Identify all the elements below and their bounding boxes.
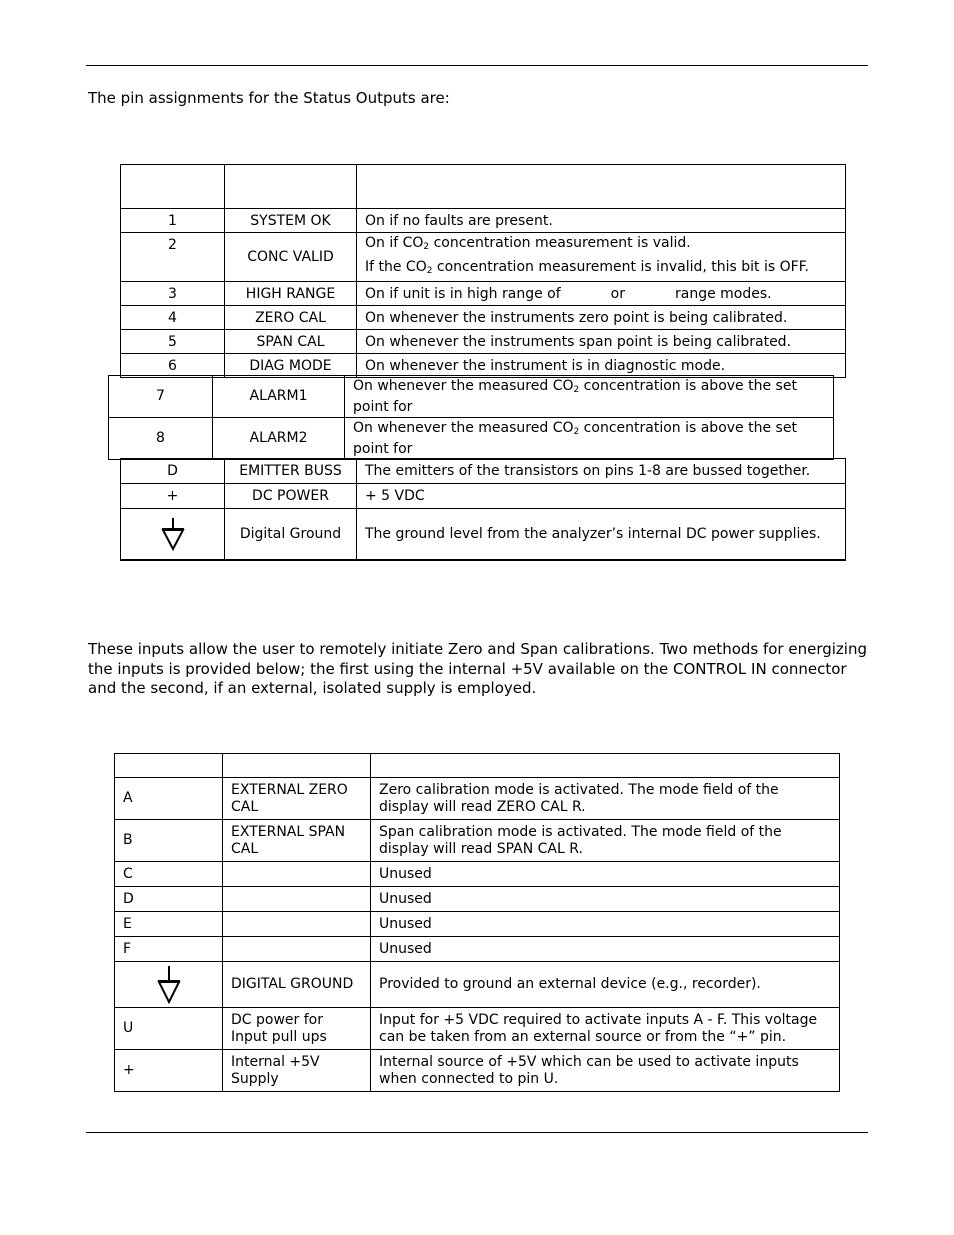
table-row: E Unused: [115, 912, 840, 937]
control-inputs-table: [114, 753, 840, 1092]
table-row: + Internal +5V Supply Internal source of +5V which can be used to activate inputs when connected to pin U.: [115, 1050, 840, 1092]
table-row: 3 HIGH RANGE On if unit is in high range of or range modes.: [121, 282, 846, 306]
table-row: + DC POWER + 5 VDC: [121, 484, 846, 509]
table-row: D Unused: [115, 887, 840, 912]
table-row: 1 SYSTEM OK On if no faults are present.: [121, 209, 846, 233]
table-row: A EXTERNAL ZERO CAL Zero calibration mode is activated. The mode field of the display will read ZERO CAL R.: [115, 778, 840, 820]
table-row: DIGITAL GROUND Provided to ground an external device (e.g., recorder).: [115, 962, 840, 1008]
header-rule: [86, 65, 868, 66]
control-inputs-paragraph: These inputs allow the user to remotely initiate Zero and Span calibrations. Two methods for energizing the inputs is provided below; the first using the internal +5V available on the CONTROL IN connector and the second, if an external, isolated supply is employed.: [88, 640, 867, 697]
table-row: B EXTERNAL SPAN CAL Span calibration mode is activated. The mode field of the display will read SPAN CAL R.: [115, 820, 840, 862]
table-header-row: [121, 165, 846, 209]
table-row: 4 ZERO CAL On whenever the instruments zero point is being calibrated.: [121, 306, 846, 330]
ground-symbol-icon: [156, 966, 182, 1004]
table-row: F Unused: [115, 937, 840, 962]
table-row: D EMITTER BUSS The emitters of the transistors on pins 1-8 are bussed together.: [121, 459, 846, 484]
table-row: 2 CONC VALID On if $CO_2$ concentration measurement is valid. If the $CO_2$ concentration measurement is invalid, this bit is OFF.: [121, 233, 846, 282]
table-row: 8 ALARM2 On whenever the measured $CO_2$ concentration is above the set point for: [109, 418, 834, 460]
status-outputs-table: [120, 164, 846, 378]
alarm-rows-table: [108, 375, 834, 460]
table-row: Digital Ground The ground level from the analyzer’s internal DC power supplies.: [121, 509, 846, 561]
status-outputs-intro: The pin assignments for the Status Outputs are:: [88, 89, 450, 107]
table-row: 7 ALARM1 On whenever the measured $CO_2$ concentration is above the set point for: [109, 376, 834, 418]
table-row: C Unused: [115, 862, 840, 887]
table-row: 6 DIAG MODE On whenever the instrument is in diagnostic mode.: [121, 354, 846, 378]
table-row: 5 SPAN CAL On whenever the instruments span point is being calibrated.: [121, 330, 846, 354]
status-outputs-table-continued: [120, 458, 846, 561]
footer-rule: [86, 1132, 868, 1133]
ground-symbol-icon: [160, 517, 186, 551]
table-header-row: [115, 754, 840, 778]
table-row: U DC power for Input pull ups Input for +5 VDC required to activate inputs A - F. This voltage can be taken from an external source or from the “+” pin.: [115, 1008, 840, 1050]
